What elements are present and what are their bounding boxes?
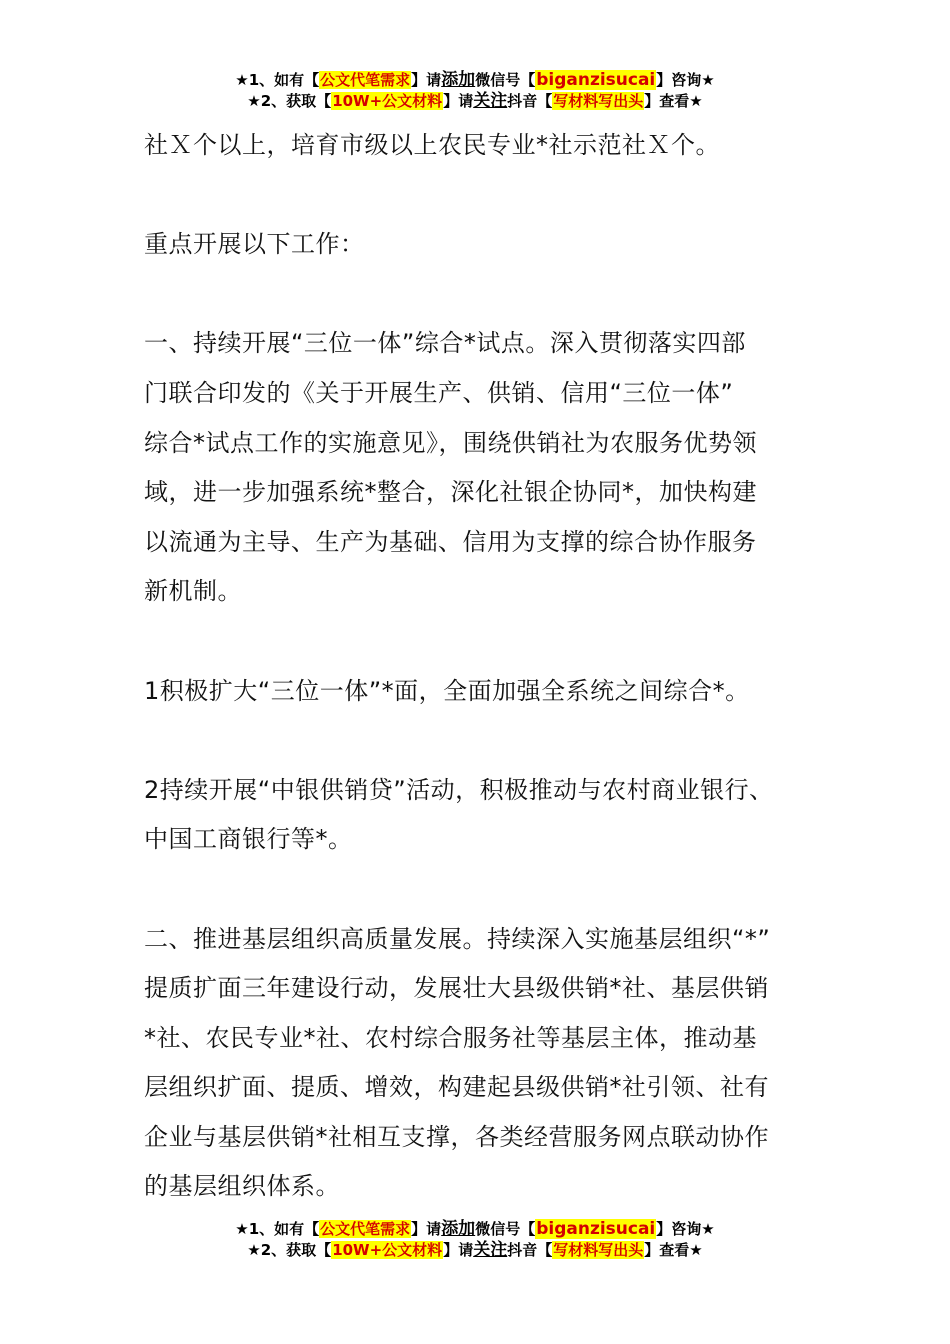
text-line: 一、持续开展“三位一体”综合*试点。深入贯彻落实四部 <box>144 329 746 358</box>
douyin-id: 写材料写出头 <box>553 1241 644 1259</box>
text-line: 企业与基层供销*社相互支撑，各类经营服务网点联动协作 <box>144 1122 769 1151</box>
text-line: 层组织扩面、提质、增效，构建起县级供销*社引领、社有 <box>144 1073 769 1102</box>
wechat-id: biganzisucai <box>536 70 656 90</box>
text-line: 2持续开展“中银供销贷”活动，积极推动与农村商业银行、 <box>144 775 774 804</box>
text-line: 以流通为主导、生产为基础、信用为支撑的综合协作服务 <box>144 527 757 556</box>
highlight-tag: 10W+公文材料 <box>332 1241 443 1259</box>
text-line: 1积极扩大“三位一体”*面，全面加强全系统之间综合*。 <box>144 676 750 705</box>
banner-line-2: ★2、获取【10W+公文材料】请关注抖音【写材料写出头】查看★ <box>247 91 703 111</box>
banner-line-1: ★1、如有【公文代笔需求】请添加微信号【biganzisucai】咨询★ <box>235 1219 715 1239</box>
text-line: *社、农民专业*社、农村综合服务社等基层主体，推动基 <box>144 1023 757 1052</box>
highlight-tag: 公文代笔需求 <box>320 71 411 89</box>
banner-line-2: ★2、获取【10W+公文材料】请关注抖音【写材料写出头】查看★ <box>247 1240 703 1260</box>
footer-banner <box>0 1219 950 1261</box>
highlight-tag: 公文代笔需求 <box>320 1220 411 1238</box>
blank-line <box>144 716 824 766</box>
header-banner <box>0 70 950 112</box>
blank-line <box>144 617 824 667</box>
text-line: 提质扩面三年建设行动，发展壮大县级供销*社、基层供销 <box>144 974 769 1003</box>
douyin-id: 写材料写出头 <box>553 92 644 110</box>
text-line: 门联合印发的《关于开展生产、供销、信用“三位一体” <box>144 378 734 407</box>
text-line: 新机制。 <box>144 577 242 606</box>
text-line: 的基层组织体系。 <box>144 1172 340 1201</box>
highlight-tag: 10W+公文材料 <box>332 92 443 110</box>
wechat-id: biganzisucai <box>536 1219 656 1239</box>
text-line: 中国工商银行等*。 <box>144 825 353 854</box>
text-line: 二、推进基层组织高质量发展。持续深入实施基层组织“*” <box>144 924 771 953</box>
text-line: 重点开展以下工作： <box>144 230 365 259</box>
blank-line <box>144 171 824 221</box>
document-body <box>144 121 824 1212</box>
text-line: 域，进一步加强系统*整合，深化社银企协同*，加快构建 <box>144 478 757 507</box>
blank-line <box>144 865 824 915</box>
text-line: 社Ｘ个以上，培育市级以上农民专业*社示范社Ｘ个。 <box>144 131 720 159</box>
text-line: 综合*试点工作的实施意见》，围绕供销社为农服务优势领 <box>144 428 757 457</box>
banner-line-1: ★1、如有【公文代笔需求】请添加微信号【biganzisucai】咨询★ <box>235 70 715 90</box>
blank-line <box>144 270 824 320</box>
